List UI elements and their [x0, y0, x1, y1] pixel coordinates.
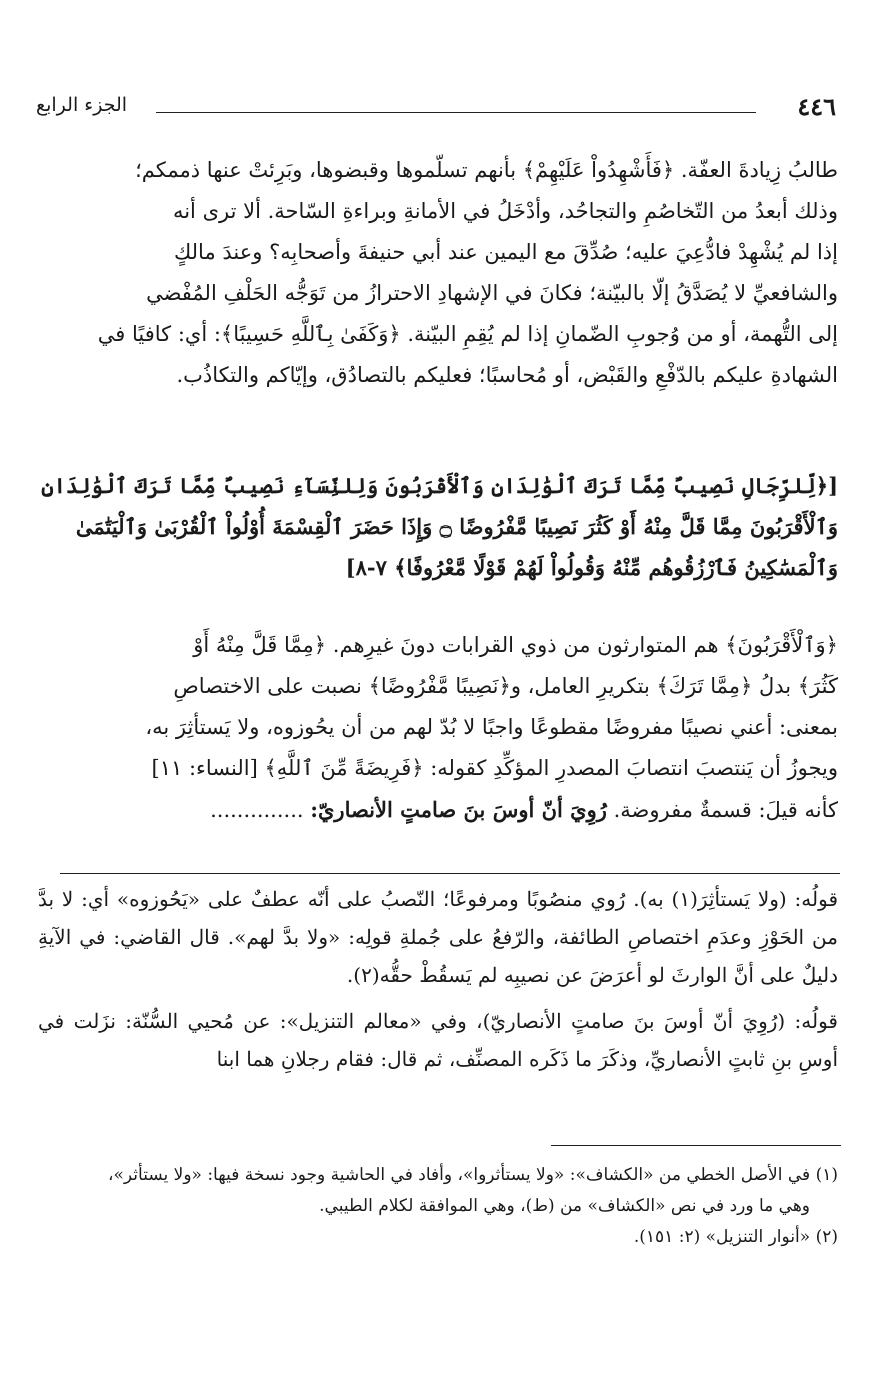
hashiya-paragraph: قولُه: (رُوِيَ أنّ أوسَ بنَ صامتٍ الأنصاريّ)، وفي «معالم التنزيل»: عن مُحيي السُّنّة: نزَلت في أوسِ بنِ ثابتٍ الأنصاريِّ، وذكَرَ ما ذَكَره المصنِّف، ثم قال: فقام رجلانِ هما ابنا	[38, 1009, 838, 1071]
commentary-line: كَثُرَ﴾ بدلُ ﴿مِمَّا تَرَكَ﴾ بتكريرِ العامل، و﴿نَصِيبًا مَّفْرُوضًا﴾ نصبت على الاختصاصِ	[173, 674, 838, 698]
footnote-2: (٢) «أنوار التنزيل» (٢: ١٥١).	[633, 1227, 838, 1247]
header-rule	[156, 112, 756, 113]
commentary-line	[38, 789, 838, 831]
verse-line: [﴿لِّلرِّجَالِ نَصِيبٌ مِّمَّا تَرَكَ ٱلْوَٰلِدَانِ وَٱلْأَقْرَبُونَ وَلِلنِّسَآءِ نَصِيبٌ مِّمَّا تَرَكَ ٱلْوَٰلِدَانِ	[41, 473, 838, 498]
running-title: الجزء الرابع	[36, 94, 128, 116]
hashiya-text	[38, 880, 838, 1086]
main-line: وذلك أبعدُ من التّخاصُمِ والتجاحُد، وأدْخَلُ في الأمانةِ وبراءةِ السّاحة. ألا ترى أنه	[172, 199, 838, 223]
commentary-line: بمعنى: أعني نصيبًا مفروضًا مقطوعًا واجبًا لا بُدّ لهم من أن يحُوزوه، ولا يَستأثِرَ به،	[145, 715, 838, 739]
main-line: إذا لم يُشْهِدْ فادُّعِيَ عليه؛ صُدِّقَ مع اليمين عند أبي حنيفةَ وأصحابِه؟ وعندَ مالكٍ	[173, 240, 838, 264]
main-line: الشهادةِ عليكم بالدّفْعِ والقَبْض، أو مُحاسبًا؛ فعليكم بالتصادُق، وإيّاكم والتكاذُب.	[176, 363, 838, 387]
main-text	[38, 150, 838, 396]
hashiya-paragraph: قولُه: (ولا يَستأثِرَ(١) به). رُوي منصُوبًا ومرفوعًا؛ النّصبُ على أنّه عطفٌ على «يَحُوزوه» أي: لا بدَّ من الحَوْزِ وعدَمِ اختصاصِ الطائفة، والرّفعُ على جُملةِ قولِه: «ولا بدَّ لهم». قال القاضي: في الآيةِ دليلٌ على أنَّ الوارثَ لو أعرَضَ عن نصيبِه لم يَسقُطْ حقُّه(٢).	[38, 887, 838, 987]
commentary-text	[38, 625, 838, 831]
footnote-1: (١) في الأصل الخطي من «الكشاف»: «ولا يستأثروا»، وأفاد في الحاشية وجود نسخة فيها: «ولا يستأثر»،	[108, 1165, 838, 1185]
page-number: ٤٤٦	[797, 92, 836, 121]
verse-line: وَٱلْأَقْرَبُونَ مِمَّا قَلَّ مِنْهُ أَوْ كَثُرَ نَصِيبًا مَّفْرُوضًا ۝ وَإِذَا حَضَرَ ٱلْقِسْمَةَ أُوْلُواْ ٱلْقُرْبَىٰ وَٱلْيَتَٰمَىٰ	[75, 514, 838, 539]
main-line: والشافعيِّ لا يُصَدَّقُ إلّا بالبيّنة؛ فكانَ في الإشهادِ الاحترازُ من تَوَجُّه الحَلْفِ المُفْضي	[146, 281, 838, 305]
commentary-line: ويجوزُ أن يَنتصبَ انتصابَ المصدرِ المؤكِّدِ كقوله: ﴿فَرِيضَةً مِّنَ ٱللَّهِ﴾ [النساء: ١١]	[151, 756, 838, 780]
page-header	[36, 92, 836, 128]
ellipsis-dots: ..............	[210, 798, 311, 822]
commentary-bold-span: رُوِيَ أنّ أوسَ بنَ صامتٍ الأنصاريّ:	[310, 797, 607, 822]
main-line: طالبُ زِيادةَ العفّة. ﴿فَأَشْهِدُواْ عَلَيْهِمْ﴾ بأنهم تسلّموها وقبضوها، وبَرِئتْ عنها ذممكم؛	[135, 158, 838, 182]
main-line: إلى التُّهمة، أو من وُجوبِ الضّمانِ إذا لم يُقِمِ البيّنة. ﴿وَكَفَىٰ بِٱللَّهِ حَسِيبًا﴾: أي: كافيًا في	[97, 322, 838, 346]
commentary-line: ﴿وَٱلْأَقْرَبُونَ﴾ هم المتوارثون من ذوي القرابات دونَ غيرِهم. ﴿مِمَّا قَلَّ مِنْهُ أَوْ	[193, 633, 838, 657]
footnote-1-continued: وهي ما ورد في نص «الكشاف» من (ط)، وهي الموافقة لكلام الطيبي.	[319, 1196, 810, 1216]
footnotes	[38, 1160, 838, 1253]
main-hashiya-separator	[60, 873, 840, 874]
quran-verse	[38, 465, 838, 588]
commentary-text-span: كأنه قيلَ: قسمةٌ مفروضة.	[606, 798, 838, 822]
footnote-rule	[551, 1145, 841, 1146]
verse-line: وَٱلْمَسَٰكِينُ فَٱرْزُقُوهُم مِّنْهُ وَقُولُواْ لَهُمْ قَوْلًا مَّعْرُوفًا﴾ ٧-٨]	[345, 555, 838, 580]
